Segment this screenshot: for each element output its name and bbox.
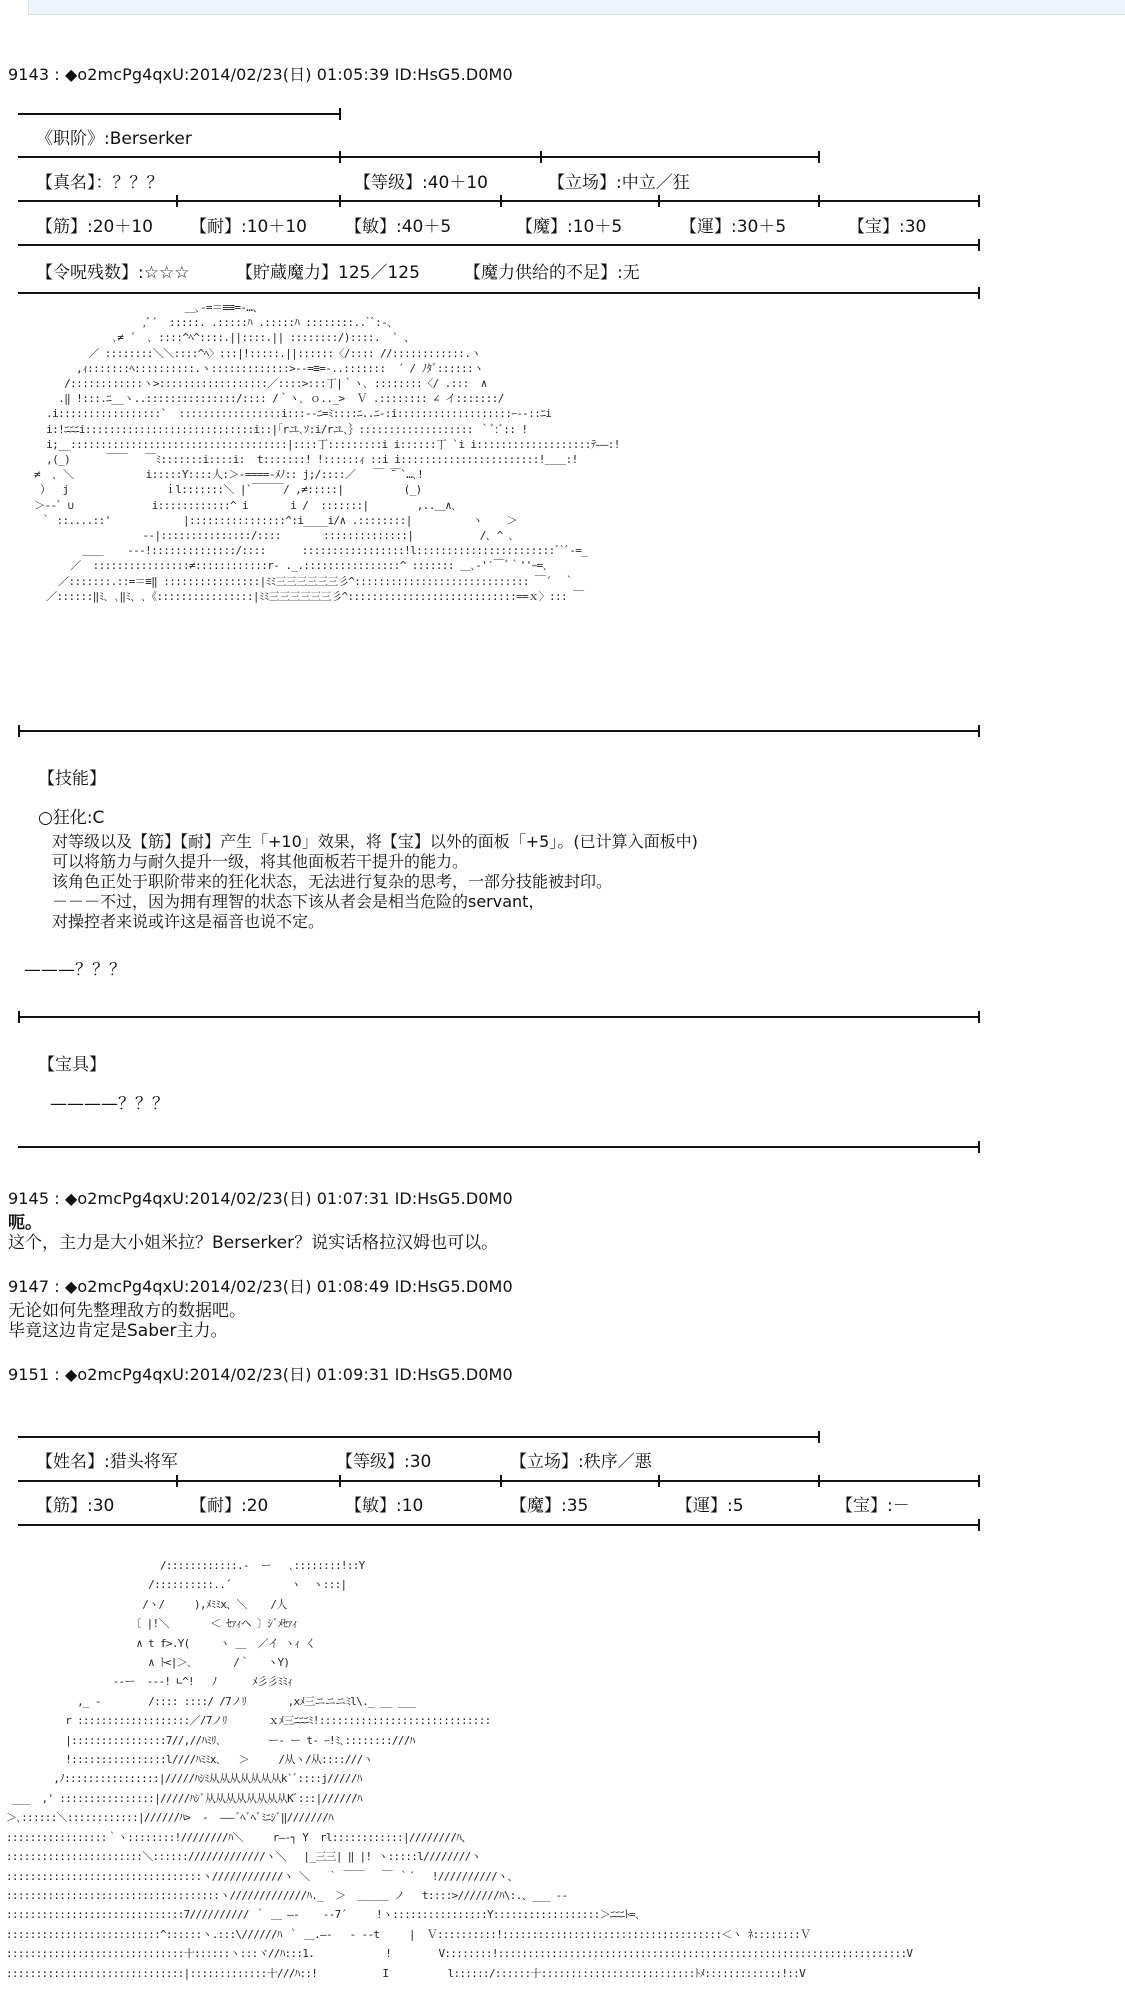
true-name-cell: 【真名】：？？？ — [36, 173, 164, 193]
post-header-9143: 9143 : ◆o2mcPg4qxU:2014/02/23(日) 01:05:39 ID:HsG5.D0M0 — [8, 65, 513, 84]
skills-title: 【技能】 — [38, 769, 106, 789]
table-rule — [18, 292, 980, 294]
table-rule — [18, 1146, 980, 1148]
alignment-cell: 【立场】:秩序／悪 — [510, 1452, 652, 1472]
stat-luck-cell: 【運】:5 — [676, 1496, 744, 1516]
skill-desc-line: 对操控者来说或许这是福音也说不定。 — [52, 912, 325, 931]
table-tick — [818, 1431, 820, 1443]
stat-str-cell: 【筋】:30 — [36, 1496, 115, 1516]
table-tick — [18, 725, 20, 737]
table-tick — [500, 195, 502, 207]
table-tick — [818, 195, 820, 207]
command-seal-cell: 【令呪残数】:☆☆☆ — [36, 263, 190, 283]
table-tick — [18, 1011, 20, 1023]
post-body-line: 毕竟这边肯定是Saber主力。 — [8, 1321, 228, 1341]
ascii-art-headhunter: /::::::::::::.‐ ー ､::::::::!::Y /::::::::::..´ ヽ ヽ:::| /ヽ/ ),ﾒﾐﾐx、＼ /人 〔 |!＼ ＜ ｾｧｨヘ 〕ｼﾞﾒｾｧｨ ∧ t f>.Y( ヽ ＿ ／イ ヽｨ く ∧ ﾄ<|＞､ /｀ ヽY) --ー ---! ∟^! ﾉ ﾒ彡彡ﾐﾐｨ ,_ - /:::: ::::/ /7ノﾘ ,xﾒ三ニニニﾐl\._ __ ___ r :::::::::::::::::::／/7ノﾘ ｘﾒ三ﾆﾆﾆﾐ!::::::::::::::::::::::::::::: |::::::::::::::::7//,//ﾊﾐﾘ､ ー‐ ー t‐ ｰ!ﾐ､::::::::///ﾊ !::::::::::::::::l////ﾊﾐﾐx､ ＞ /从ヽ/从::::///ヽ ,ﾉ::::::::::::::::|/////ﾊｼﾐ从从从从从从从k`ﾞ::::j/////ﾊ ___ ,' ::::::::::::::::|/////ﾊｼﾞ从从从从从从从从Kﾞ:::|//////ﾊ ＞､::::::＼::::::::::::|//////ﾊ> - ――-ﾞﾍﾞﾍﾞﾐﾆｼﾞ‖///////ﾊ :::::::::::::::::｀ヽ::::::::!////////ﾊ＼ r―-┐ Y rl::::::::::::|////////ﾊ、 :::::::::::::::::::::::＼:::::://///////////ヽ＼ |_三三| ‖ |! ヽ:::::l////////ヽ :::::::::::::::::::::::::::::::::ヽ////////////ヽ ＼ ｀ ￣￣ ￣ ｀´ !//////////ヽ、 ::::::::::::::::::::::::::::::::::::ヽ/////////////ﾊ._ ＞ ＿＿＿ ノ t::::>///////ﾊ\:.、___ ‐- ::::::::::::::::::::::::::::::7////////// ｀ ＿ ―‐ ‐‐7´ !ヽ::::::::::::::::Y::::::::::::::::::＞ﾆﾆﾆﾄ=､ ::::::::::::::::::::::::::^::::::ヽ.:::\//////ﾊ ｀ ＿.―‐ ‐ --t | Ｖ::::::::::!:::::::::::::::::::::::::::::::::::::＜ヽ ﾈ::::::::Ｖ ::::::::::::::::::::::::::::::十::::::ヽ:::ヾ//ﾊ:::1. ! V::::::::!:::::::::::::::::::::::::::::::::::::::::::::::::::::::::::::::::::::V ::::::::::::::::::::::::::::::|:::::::::::::十///ﾊ::! I l::::::/::::::十::::::::::::::::::::::::::ﾄﾒ:::::::::::::!::V — [6, 1559, 913, 1980]
table-tick — [176, 1475, 178, 1487]
table-tick — [339, 1475, 341, 1487]
table-tick — [339, 151, 341, 163]
post-body-line: 这个，主力是大小姐米拉？Berserker？说实话格拉汉姆也可以。 — [8, 1233, 499, 1253]
name-cell: 【姓名】:猎头将军 — [36, 1452, 178, 1472]
table-tick — [339, 195, 341, 207]
mana-shortage-cell: 【魔力供给的不足】:无 — [464, 263, 640, 283]
ascii-art-berserker: ＿､-=＝≡≡=-…、 ,ﾞ´ :::::. .:::::ﾊ .:::::ﾊ ::::::::..`ﾞ:‐､ ､≠ ´ ､ ::::^ﾍ^::::.||::::.|| ::::::::/)::::. ` 、 ／ ::::::::＼＼::::^ﾍ〉:::|!:::::.||::::::〈/:::: //::::::::::::.ヽ ,ｨ:::::::ﾍ::::::::::.ヽ:::::::::::::>--=≡=-..::::::: ´ / ﾉﾀﾞ::::::ヽ /::::::::::::ヽ>::::::::::::::::::／::::>:::丁|｀ヽ､ ::::::::〈/ .::: ∧ .‖ !:::.ﾆ__ヽ..:::::::::::::::/:::: /｀ヽ､ ｏ.._> Ｖ .:::::::: ∠ イ:::::::/ .i:::::::::::::::::` :::::::::::::::::i:::-‐ﾆ=ﾐ::::ﾆ..ﾆ-:i:::::::::::::::::::ｰ--::ﾆi i:!ﾆﾆﾆi::::::::::::::::::::::::::::i::|｢rユ､ｿ:i/rユ､｝::::::::::::::::::: ｀ﾞ:ﾞ:: ! i;__::::::::::::::::::::::::::::::::::::|::::丁:::::::::i i::::::丁 `i i:::::::::::::::::::ﾃ――:! ,(_) ￣￣ ￣ﾐ:::::::i::::i: t:::::::! !::::::ｨ ::i i:::::::::::::::::::::::!＿＿:! ≠ ､ ＼ i:::::Y::::人:＞-====-ﾒﾉ:: j;/::::／ ￣ ̄￣`…､! ） j ｉl:::::::＼ |`￣￣￣/ ,≠:::::| (_) ＞-‐ﾞ ∪ i::::::::::::^ i i / :::::::| ,..＿∧､ ｀ ::....::' |::::::::::::::::^:i____i/∧ .::::::::| ヽ ＞ --|:::::::::::::::/:::: ::::::::::::::| /､ ^ ､ ＿＿ ‐-‐!::::::::::::::/:::: :::::::::::::::::!l:::::::::::::::::::::::ﾞ`ﾞ-=_ ／ ::::::::::::::::≠::::::::::::r- ._.::::::::::::::::^ ::::::: ＿､-'′￣ﾞ｀''ｰ=､ ／:::::::.::=＝≡‖ ::::::::::::::::|ﾐﾐ三三三三三三彡^::::::::::::::::::::::::::::: ￣´ ｀ ／::::::‖ﾐ､ ､‖ﾐ､ ､《::::::::::::::::|ﾐﾐ三三三三三三彡^::::::::::::::::::::::::::::==ｘ〉::: ￣ — [34, 301, 620, 603]
stat-luck-cell: 【運】:30＋5 — [680, 217, 787, 237]
skill-desc-line: 对等级以及【筋】【耐】产生「+10」效果，将【宝】以外的面板「+5」。(已计算入面板中) — [52, 832, 698, 851]
stat-str-cell: 【筋】:20＋10 — [36, 217, 153, 237]
level-cell: 【等级】:40＋10 — [354, 173, 488, 193]
table-tick — [978, 1475, 980, 1487]
table-tick — [978, 1519, 980, 1531]
stat-end-cell: 【耐】:10＋10 — [190, 217, 307, 237]
table-tick — [978, 725, 980, 737]
mana-cell: 【貯蔵魔力】125／125 — [236, 263, 420, 283]
table-rule — [18, 730, 980, 732]
stat-mag-cell: 【魔】:10＋5 — [516, 217, 623, 237]
table-tick — [978, 1011, 980, 1023]
stat-agi-cell: 【敏】:10 — [345, 1496, 424, 1516]
table-tick — [500, 1475, 502, 1487]
table-tick — [658, 195, 660, 207]
post-header-9147: 9147 : ◆o2mcPg4qxU:2014/02/23(日) 01:08:49 ID:HsG5.D0M0 — [8, 1277, 513, 1296]
class-cell: 《职阶》:Berserker — [36, 129, 192, 149]
table-rule — [18, 1436, 818, 1438]
table-tick — [978, 239, 980, 251]
noble-phantasm-unknown: ————？？？ — [50, 1094, 169, 1114]
table-tick — [339, 108, 341, 120]
post-body-line: 无论如何先整理敌方的数据吧。 — [8, 1301, 246, 1321]
table-tick — [818, 151, 820, 163]
post-header-9145: 9145 : ◆o2mcPg4qxU:2014/02/23(日) 01:07:31 ID:HsG5.D0M0 — [8, 1189, 513, 1208]
post-body-line: 呃。 — [8, 1213, 42, 1233]
table-rule — [18, 113, 340, 115]
stat-agi-cell: 【敏】:40＋5 — [345, 217, 452, 237]
table-tick — [978, 1141, 980, 1153]
stat-np-cell: 【宝】:30 — [848, 217, 927, 237]
table-rule — [18, 156, 818, 158]
stat-np-cell: 【宝】:－ — [836, 1496, 910, 1516]
table-tick — [176, 195, 178, 207]
stat-mag-cell: 【魔】:35 — [510, 1496, 589, 1516]
table-rule — [18, 244, 980, 246]
table-tick — [818, 1475, 820, 1487]
skill-desc-line: －－－不过，因为拥有理智的状态下该从者会是相当危险的servant， — [52, 892, 545, 911]
table-tick — [540, 151, 542, 163]
top-bar — [28, 0, 1125, 15]
table-rule — [18, 200, 980, 202]
skill-desc-line: 可以将筋力与耐久提升一级，将其他面板若干提升的能力。 — [52, 852, 469, 871]
post-header-9151: 9151 : ◆o2mcPg4qxU:2014/02/23(日) 01:09:31 ID:HsG5.D0M0 — [8, 1365, 513, 1384]
level-cell: 【等级】:30 — [336, 1452, 432, 1472]
table-tick — [978, 195, 980, 207]
noble-phantasm-title: 【宝具】 — [38, 1055, 106, 1075]
table-tick — [658, 1475, 660, 1487]
skill-unknown: ———？？？ — [24, 960, 126, 980]
skill-desc-line: 该角色正处于职阶带来的狂化状态，无法进行复杂的思考，一部分技能被封印。 — [52, 872, 613, 891]
table-rule — [18, 1480, 980, 1482]
alignment-cell: 【立场】:中立／狂 — [548, 173, 690, 193]
skill-name: ○狂化:C — [38, 808, 105, 828]
table-rule — [18, 1016, 980, 1018]
table-tick — [978, 287, 980, 299]
stat-end-cell: 【耐】:20 — [190, 1496, 269, 1516]
table-rule — [18, 1524, 980, 1526]
